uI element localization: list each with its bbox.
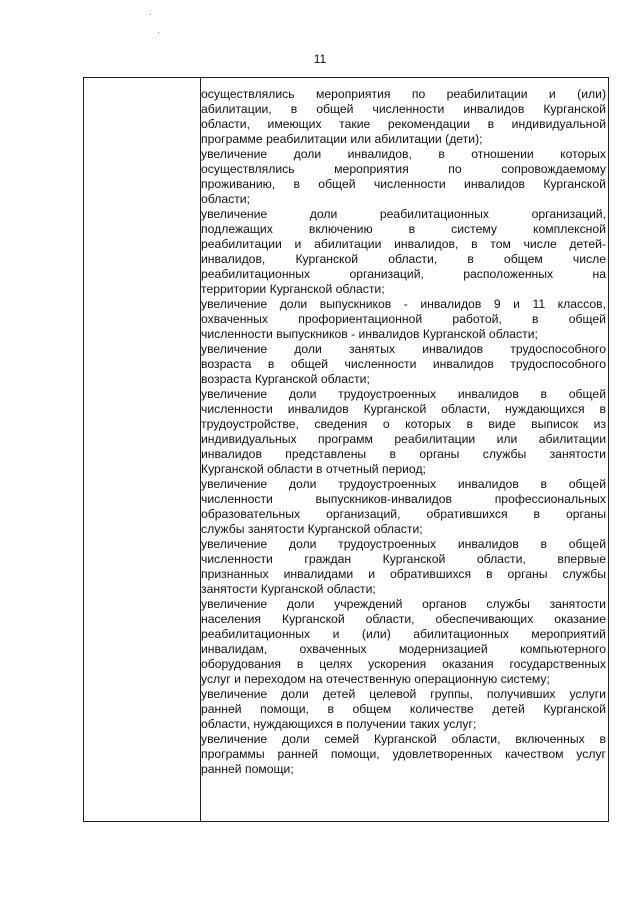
text-line: увеличение доли выпускников - инвалидов 9 и 11 классов, [201, 297, 606, 311]
text-line: увеличение доли занятых инвалидов трудоспособного [201, 342, 606, 356]
text-line: реабилитации и абилитации инвалидов, в том числе детей- [201, 237, 606, 251]
text-line: области, нуждающихся в получении таких услуг; [201, 717, 477, 731]
text-line: осуществлялись мероприятия по сопровождаемому [201, 162, 606, 176]
text-line: охваченных профориентационной работой, в общей [201, 312, 606, 326]
text-line: осуществлялись мероприятия по реабилитации и (или) [201, 87, 606, 101]
text-line: признанных инвалидами и обратившихся в органы службы [201, 567, 606, 581]
text-line: образовательных организаций, обратившихся в органы [201, 507, 606, 521]
text-line: реабилитационных организаций, расположенных на [201, 267, 606, 281]
text-line: увеличение доли трудоустроенных инвалидов в общей [201, 477, 606, 491]
text-line: услуг и переходом на отечественную операционную систему; [201, 672, 550, 686]
text-line: занятости Курганской области; [201, 582, 376, 596]
text-line: территории Курганской области; [201, 282, 385, 296]
text-line: программе реабилитации или абилитации (дети); [201, 132, 483, 146]
indicators-text-cell [201, 87, 606, 777]
text-line: ранней помощи; [201, 762, 294, 776]
text-line: подлежащих включению в систему комплексной [201, 222, 606, 236]
scan-speck [150, 14, 151, 15]
text-line: инвалидам, охваченных модернизацией компьютерного [201, 642, 606, 656]
text-line: увеличение доли реабилитационных организаций, [201, 207, 606, 221]
text-line: области; [201, 192, 250, 206]
text-line: численности инвалидов Курганской области, нуждающихся в [201, 402, 606, 416]
text-line: увеличение доли детей целевой группы, получивших услуги [201, 687, 606, 701]
text-line: реабилитационных и (или) абилитационных мероприятий [201, 627, 606, 641]
text-line: службы занятости Курганской области; [201, 522, 423, 536]
text-line: инвалидов, Курганской области, в общем числе [201, 252, 606, 266]
text-line: области, имеющих такие рекомендации в индивидуальной [201, 117, 606, 131]
text-line: индивидуальных программ реабилитации или абилитации [201, 432, 606, 446]
text-line: увеличение доли трудоустроенных инвалидов в общей [201, 537, 606, 551]
text-line: увеличение доли учреждений органов службы занятости [201, 597, 606, 611]
text-line: возраста Курганской области; [201, 372, 370, 386]
text-line: численности выпускников-инвалидов профессиональных [201, 492, 606, 506]
text-line: увеличение доли трудоустроенных инвалидов в общей [201, 387, 606, 401]
text-line: инвалидов представлены в органы службы занятости [201, 447, 606, 461]
text-line: Курганской области в отчетный период; [201, 462, 426, 476]
text-line: абилитации, в общей численности инвалидов Курганской [201, 102, 606, 116]
page-number: 11 [313, 52, 327, 66]
text-line: программы ранней помощи, удовлетворенных качеством услуг [201, 747, 606, 761]
scan-speck [158, 32, 159, 33]
text-line: численности выпускников - инвалидов Курганской области; [201, 327, 538, 341]
text-line: возраста в общей численности инвалидов трудоспособного [201, 357, 606, 371]
text-line: населения Курганской области, обеспечивающих оказание [201, 612, 606, 626]
text-line: численности граждан Курганской области, впервые [201, 552, 606, 566]
text-line: оборудования в целях ускорения оказания государственных [201, 657, 606, 671]
text-line: трудоустройстве, сведения о которых в виде выписок из [201, 417, 606, 431]
text-line: увеличение доли инвалидов, в отношении которых [201, 147, 606, 161]
text-line: проживанию, в общей численности инвалидов Курганской [201, 177, 606, 191]
text-line: ранней помощи, в общем количестве детей Курганской [201, 702, 606, 716]
indicators-table [83, 77, 609, 822]
text-line: увеличение доли семей Курганской области, включенных в [201, 732, 606, 746]
